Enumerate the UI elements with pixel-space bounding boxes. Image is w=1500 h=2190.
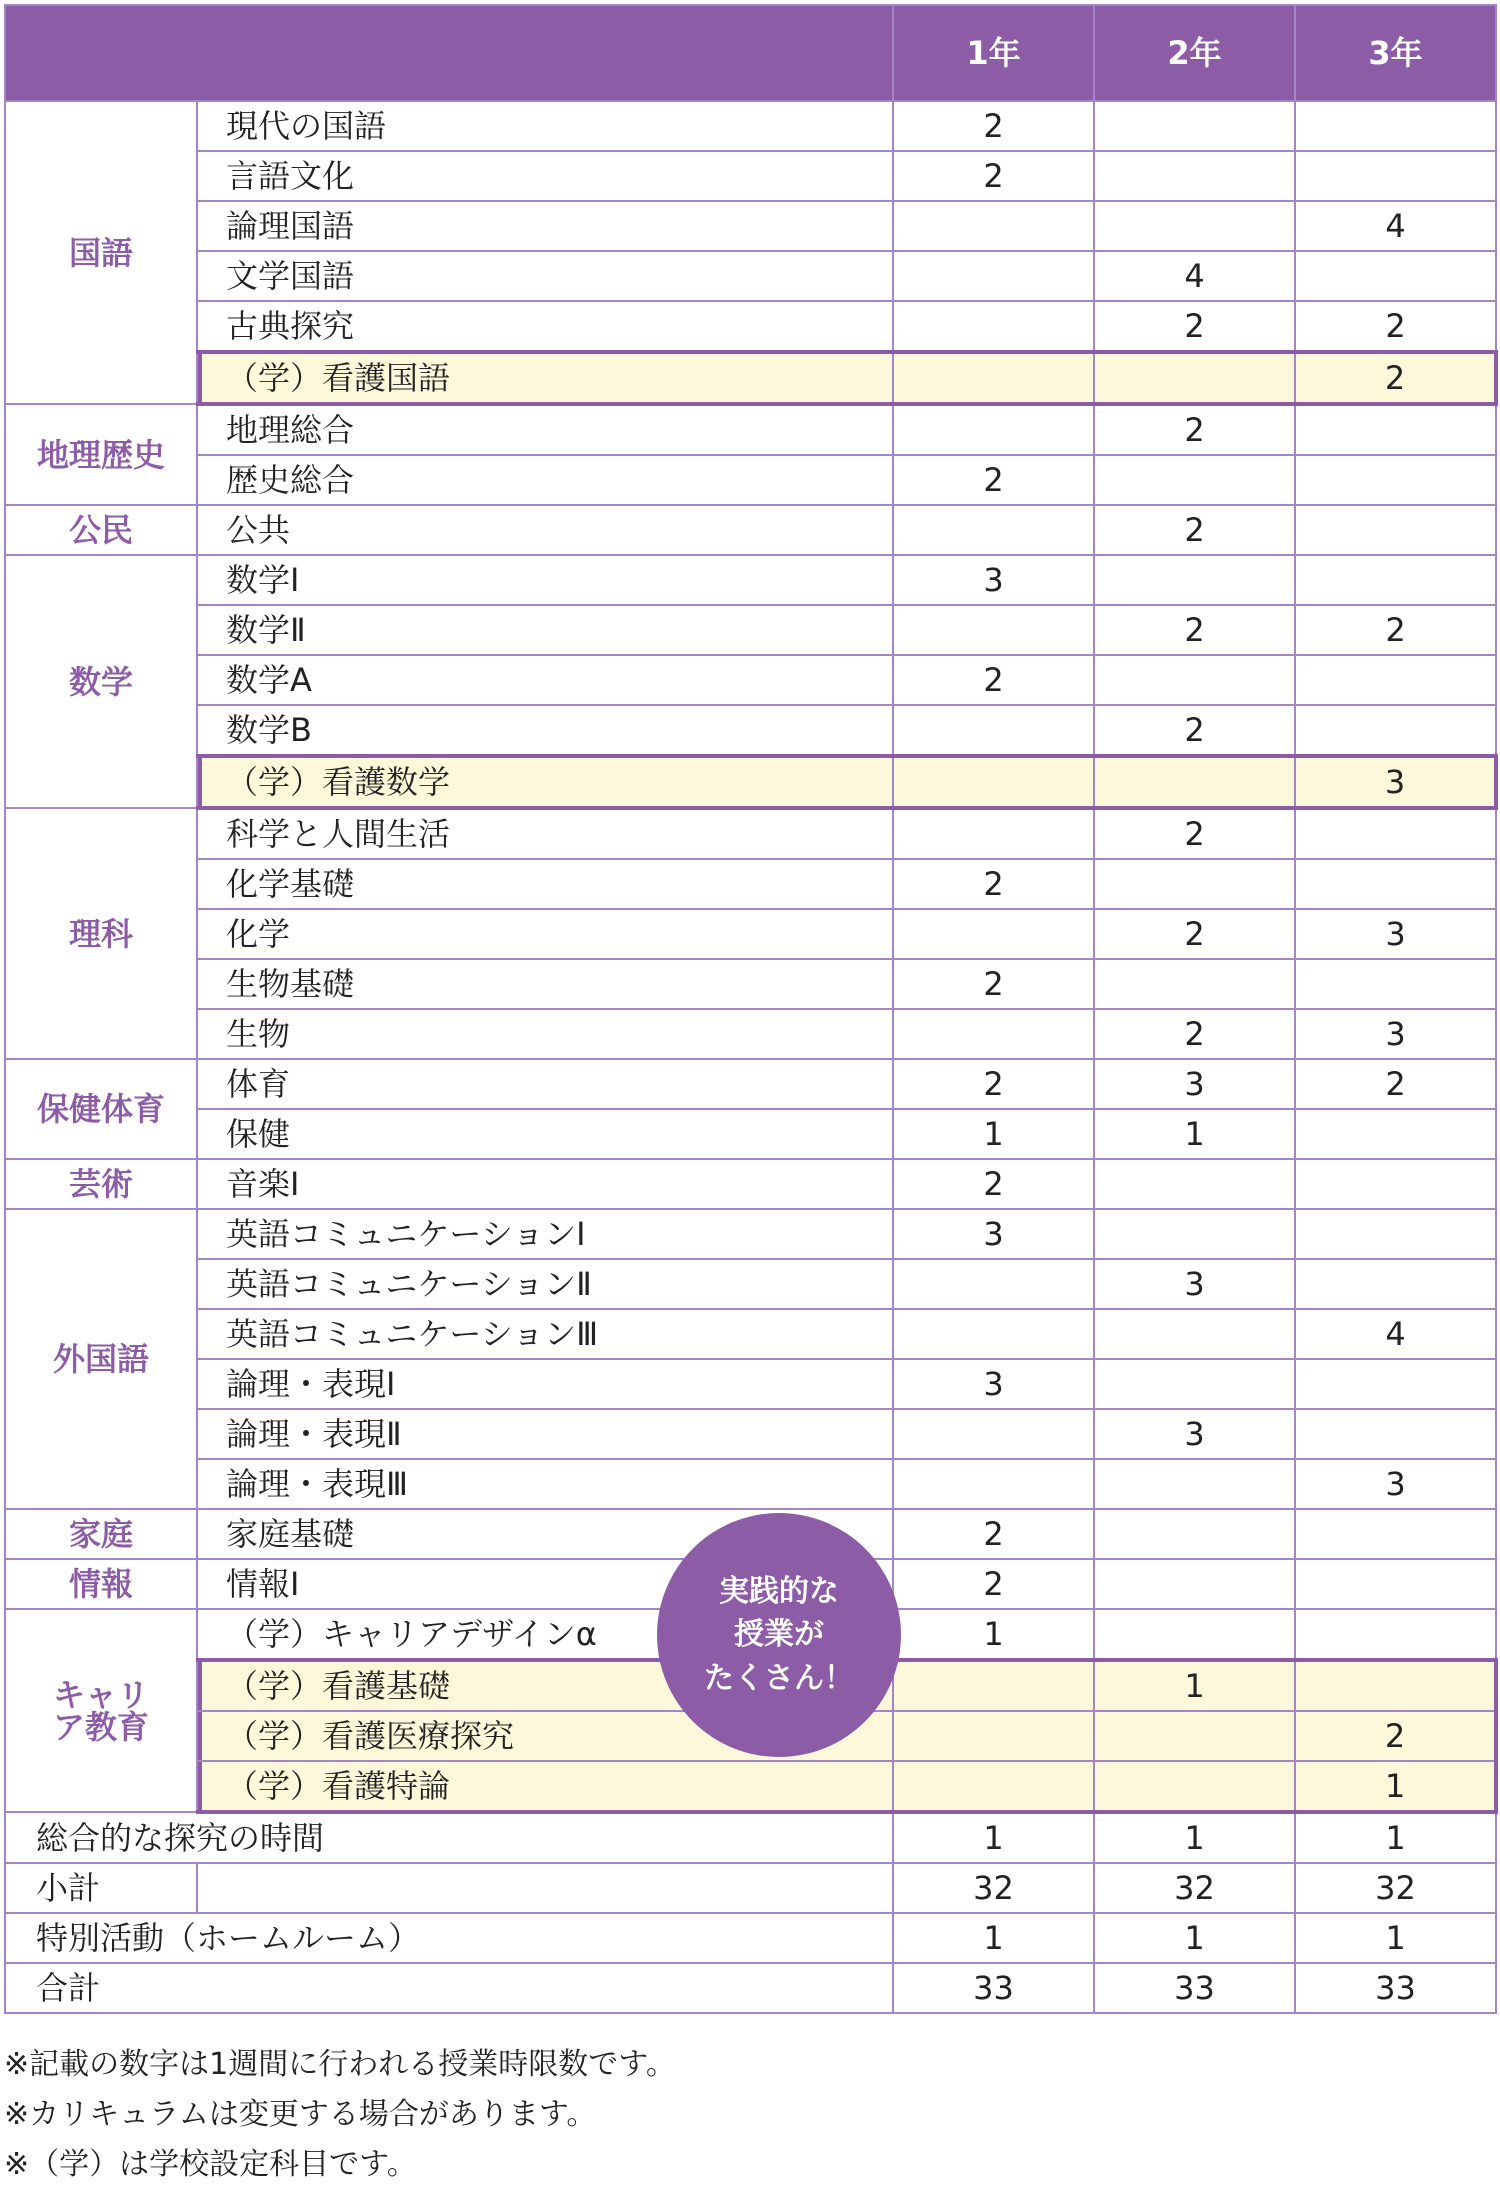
table-row: [5, 1259, 1496, 1309]
subject-cell: 論理・表現Ⅲ: [197, 1459, 893, 1509]
year2-cell: 3: [1094, 1259, 1295, 1309]
year3-cell: [1295, 959, 1496, 1009]
category-cell: [5, 1609, 197, 1812]
summary-label: 小計: [5, 1863, 197, 1913]
year1-cell: 3: [893, 555, 1094, 605]
summary-label: 特別活動（ホームルーム）: [5, 1913, 893, 1963]
summary-blank: [197, 1863, 893, 1913]
subject-cell: 数学A: [197, 655, 893, 705]
year2-cell: [1094, 151, 1295, 201]
year1-cell: [893, 1761, 1094, 1812]
badge-line: 授業が: [734, 1617, 824, 1653]
subject-cell: 化学: [197, 909, 893, 959]
year3-cell: 2: [1295, 301, 1496, 352]
year2-cell: 33: [1094, 1963, 1295, 2013]
year2-cell: [1094, 1459, 1295, 1509]
year2-cell: 2: [1094, 404, 1295, 455]
subject-cell: 体育: [197, 1059, 893, 1109]
table-row: [5, 1309, 1496, 1359]
subject-cell: 保健: [197, 1109, 893, 1159]
year1-cell: [893, 808, 1094, 859]
category-cell: 公民: [5, 505, 197, 555]
year1-cell: [893, 1409, 1094, 1459]
year1-cell: [893, 1309, 1094, 1359]
year3-cell: [1295, 1409, 1496, 1459]
table-row: [5, 1109, 1496, 1159]
table-row: [5, 1409, 1496, 1459]
year1-cell: [893, 1660, 1094, 1711]
year2-cell: [1094, 455, 1295, 505]
year3-cell: [1295, 1159, 1496, 1209]
year3-cell: 2: [1295, 1059, 1496, 1109]
year3-cell: 3: [1295, 1459, 1496, 1509]
year1-cell: [893, 404, 1094, 455]
year2-cell: 1: [1094, 1913, 1295, 1963]
subject-cell: 公共: [197, 505, 893, 555]
year1-cell: 32: [893, 1863, 1094, 1913]
year3-cell: [1295, 1109, 1496, 1159]
table-row: [5, 1459, 1496, 1509]
year2-cell: [1094, 1209, 1295, 1259]
table-row: [5, 201, 1496, 251]
subject-cell: 地理総合: [197, 404, 893, 455]
year3-cell: [1295, 101, 1496, 151]
category-cell: 芸術: [5, 1159, 197, 1209]
table-row: [5, 251, 1496, 301]
year2-cell: [1094, 1159, 1295, 1209]
table-row: [5, 655, 1496, 705]
subject-cell: 情報Ⅰ: [197, 1559, 893, 1609]
year1-cell: [893, 756, 1094, 808]
year3-cell: [1295, 1509, 1496, 1559]
subject-cell: 文学国語: [197, 251, 893, 301]
subject-cell: 英語コミュニケーションⅢ: [197, 1309, 893, 1359]
year1-cell: 2: [893, 655, 1094, 705]
year2-cell: 2: [1094, 505, 1295, 555]
table-row: [5, 404, 1496, 455]
year2-cell: [1094, 859, 1295, 909]
table-row: [5, 1359, 1496, 1409]
subject-cell: 家庭基礎: [197, 1509, 893, 1559]
category-cell: 地理歴史: [5, 404, 197, 505]
year1-cell: [893, 605, 1094, 655]
year1-cell: [893, 201, 1094, 251]
year2-cell: [1094, 1359, 1295, 1409]
year3-cell: 1: [1295, 1812, 1496, 1863]
year2-cell: 1: [1094, 1812, 1295, 1863]
year1-cell: [893, 1009, 1094, 1059]
table-row: [5, 101, 1496, 151]
subject-cell: 言語文化: [197, 151, 893, 201]
practical-classes-badge: [657, 1513, 901, 1757]
subject-cell: 論理国語: [197, 201, 893, 251]
year1-cell: 2: [893, 959, 1094, 1009]
year1-cell: 2: [893, 1559, 1094, 1609]
category-cell: 情報: [5, 1559, 197, 1609]
year3-cell: [1295, 1209, 1496, 1259]
year3-cell: [1295, 505, 1496, 555]
table-row: [5, 455, 1496, 505]
table-row: [5, 1159, 1496, 1209]
summary-row: [5, 1963, 1496, 2013]
year2-cell: 2: [1094, 909, 1295, 959]
year2-cell: 3: [1094, 1409, 1295, 1459]
subject-cell: 英語コミュニケーションⅡ: [197, 1259, 893, 1309]
footnote: ※カリキュラムは変更する場合があります。: [4, 2097, 597, 2132]
footnotes: [4, 2040, 676, 2190]
subject-cell: 論理・表現Ⅱ: [197, 1409, 893, 1459]
year2-cell: 2: [1094, 808, 1295, 859]
subject-cell: （学）看護国語: [197, 352, 893, 404]
school-subject-row: [5, 352, 1496, 404]
year2-cell: 1: [1094, 1109, 1295, 1159]
subject-cell: 音楽Ⅰ: [197, 1159, 893, 1209]
footnote: ※（学）は学校設定科目です。: [4, 2147, 417, 2182]
header-row: [5, 5, 1496, 101]
year1-cell: 2: [893, 151, 1094, 201]
category-cell: 保健体育: [5, 1059, 197, 1159]
year3-cell: [1295, 1609, 1496, 1660]
summary-row: [5, 1863, 1496, 1913]
year1-cell: [893, 1259, 1094, 1309]
year3-cell: [1295, 1259, 1496, 1309]
year3-cell: 3: [1295, 909, 1496, 959]
school-subject-row: [5, 1761, 1496, 1812]
header-blank: [5, 5, 893, 101]
category-career-label: キャリア教育: [52, 1675, 149, 1746]
header-year1: 1年: [893, 5, 1094, 101]
category-cell: 国語: [5, 101, 197, 404]
summary-row: [5, 1812, 1496, 1863]
table-row: [5, 1209, 1496, 1259]
year3-cell: [1295, 1559, 1496, 1609]
year2-cell: [1094, 1509, 1295, 1559]
year2-cell: [1094, 201, 1295, 251]
table-row: [5, 301, 1496, 352]
table-row: [5, 705, 1496, 756]
year3-cell: [1295, 655, 1496, 705]
table-row: [5, 605, 1496, 655]
year1-cell: 1: [893, 1913, 1094, 1963]
category-cell: 数学: [5, 555, 197, 808]
year3-cell: 1: [1295, 1913, 1496, 1963]
year3-cell: 2: [1295, 352, 1496, 404]
year2-cell: 4: [1094, 251, 1295, 301]
year1-cell: 3: [893, 1359, 1094, 1409]
table-row: [5, 808, 1496, 859]
table-row: [5, 505, 1496, 555]
year2-cell: [1094, 1711, 1295, 1761]
year2-cell: [1094, 1309, 1295, 1359]
year1-cell: 2: [893, 101, 1094, 151]
year2-cell: 2: [1094, 705, 1295, 756]
year1-cell: [893, 909, 1094, 959]
summary-label: 総合的な探究の時間: [5, 1812, 893, 1863]
category-cell: 外国語: [5, 1209, 197, 1509]
year3-cell: 3: [1295, 1009, 1496, 1059]
subject-cell: （学）看護特論: [197, 1761, 893, 1812]
subject-cell: 古典探究: [197, 301, 893, 352]
year3-cell: [1295, 705, 1496, 756]
year2-cell: [1094, 1609, 1295, 1660]
year2-cell: [1094, 555, 1295, 605]
subject-cell: （学）看護数学: [197, 756, 893, 808]
subject-cell: 数学Ⅱ: [197, 605, 893, 655]
year1-cell: [893, 1459, 1094, 1509]
year1-cell: [893, 505, 1094, 555]
year2-cell: 2: [1094, 605, 1295, 655]
year3-cell: 3: [1295, 756, 1496, 808]
year1-cell: 3: [893, 1209, 1094, 1259]
year1-cell: 2: [893, 1059, 1094, 1109]
year2-cell: [1094, 959, 1295, 1009]
badge-line: 実践的な: [719, 1573, 839, 1609]
header-year2: 2年: [1094, 5, 1295, 101]
year1-cell: [893, 705, 1094, 756]
year1-cell: 2: [893, 1159, 1094, 1209]
year3-cell: [1295, 859, 1496, 909]
subject-cell: （学）キャリアデザインα: [197, 1609, 893, 1660]
year3-cell: 2: [1295, 605, 1496, 655]
year3-cell: [1295, 1660, 1496, 1711]
year1-cell: [893, 1711, 1094, 1761]
year2-cell: [1094, 1761, 1295, 1812]
subject-cell: 英語コミュニケーションⅠ: [197, 1209, 893, 1259]
year3-cell: 32: [1295, 1863, 1496, 1913]
year2-cell: 32: [1094, 1863, 1295, 1913]
subject-cell: （学）看護基礎: [197, 1660, 893, 1711]
table-row: [5, 151, 1496, 201]
year2-cell: [1094, 655, 1295, 705]
subject-cell: 歴史総合: [197, 455, 893, 505]
year3-cell: [1295, 151, 1496, 201]
table-row: [5, 1009, 1496, 1059]
header-year3: 3年: [1295, 5, 1496, 101]
badge-line: たくさん！: [704, 1660, 854, 1696]
year1-cell: 33: [893, 1963, 1094, 2013]
subject-cell: 生物基礎: [197, 959, 893, 1009]
year2-cell: [1094, 101, 1295, 151]
year3-cell: [1295, 455, 1496, 505]
year3-cell: [1295, 808, 1496, 859]
subject-cell: 数学Ⅰ: [197, 555, 893, 605]
year2-cell: 1: [1094, 1660, 1295, 1711]
year3-cell: 4: [1295, 1309, 1496, 1359]
year3-cell: [1295, 251, 1496, 301]
year3-cell: 4: [1295, 201, 1496, 251]
year1-cell: 1: [893, 1609, 1094, 1660]
subject-cell: 科学と人間生活: [197, 808, 893, 859]
table-row: [5, 555, 1496, 605]
table-row: [5, 909, 1496, 959]
subject-cell: 生物: [197, 1009, 893, 1059]
year3-cell: [1295, 404, 1496, 455]
year3-cell: 2: [1295, 1711, 1496, 1761]
subject-cell: 論理・表現Ⅰ: [197, 1359, 893, 1409]
subject-cell: 現代の国語: [197, 101, 893, 151]
footnote: ※記載の数字は1週間に行われる授業時限数です。: [4, 2047, 676, 2082]
table-row: [5, 959, 1496, 1009]
subject-cell: 数学B: [197, 705, 893, 756]
category-cell: 家庭: [5, 1509, 197, 1559]
year1-cell: 1: [893, 1109, 1094, 1159]
year2-cell: 2: [1094, 1009, 1295, 1059]
year1-cell: 1: [893, 1812, 1094, 1863]
year1-cell: [893, 301, 1094, 352]
year3-cell: [1295, 555, 1496, 605]
year1-cell: 2: [893, 455, 1094, 505]
year2-cell: [1094, 756, 1295, 808]
year2-cell: 3: [1094, 1059, 1295, 1109]
school-subject-row: [5, 756, 1496, 808]
table-row: [5, 1059, 1496, 1109]
year1-cell: 2: [893, 1509, 1094, 1559]
year2-cell: [1094, 352, 1295, 404]
year3-cell: [1295, 1359, 1496, 1409]
summary-label: 合計: [5, 1963, 893, 2013]
subject-cell: （学）看護医療探究: [197, 1711, 893, 1761]
year1-cell: [893, 251, 1094, 301]
year3-cell: 33: [1295, 1963, 1496, 2013]
table-row: [5, 859, 1496, 909]
year1-cell: 2: [893, 859, 1094, 909]
year1-cell: [893, 352, 1094, 404]
subject-cell: 化学基礎: [197, 859, 893, 909]
category-cell: 理科: [5, 808, 197, 1059]
summary-row: [5, 1913, 1496, 1963]
year2-cell: [1094, 1559, 1295, 1609]
year3-cell: 1: [1295, 1761, 1496, 1812]
year2-cell: 2: [1094, 301, 1295, 352]
